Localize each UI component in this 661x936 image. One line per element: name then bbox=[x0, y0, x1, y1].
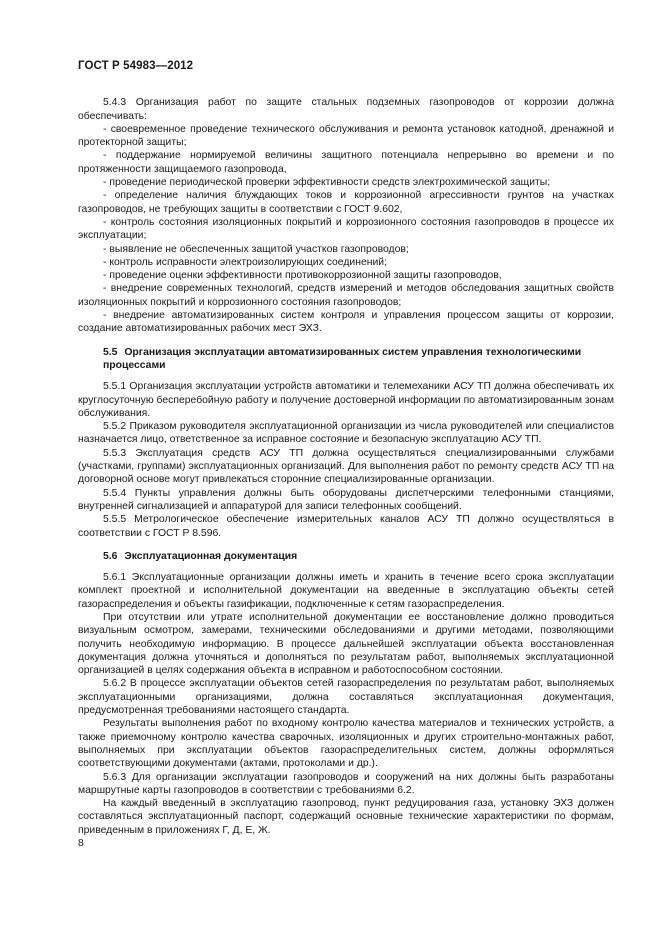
list-item: - контроль исправности электроизолирующих соединений; bbox=[103, 256, 387, 268]
paragraph: Результаты выполнения работ по входному контролю качества материалов и технических устройств, а также приемочному контролю качества сварочных, изоляционных и других строительно-монтажных работ, выполняемых при эксплуатации объектов газораспределительных систем, должны оформляться соответствующими документами (актами, протоколами и др.). bbox=[78, 718, 614, 770]
section-5-5-heading bbox=[103, 346, 614, 373]
section-title: Организация эксплуатации автоматизированных систем управления технологическими процессами bbox=[103, 346, 582, 371]
list-item: - выявление не обеспеченных защитой участков газопроводов; bbox=[103, 243, 409, 255]
section-number: 5.6 bbox=[103, 550, 118, 562]
clause-5-5-3: 5.5.3 Эксплуатация средств АСУ ТП должна осуществляться специализированными службами (участками, группами) эксплуатационных организаций. Для выполнения работ по ремонту средств АСУ ТП на договорной основе могут привлекаться сторонние специализированные организации. bbox=[78, 447, 614, 486]
paragraph: На каждый введенный в эксплуатацию газопровод, пункт редуцирования газа, установку ЭХЗ должен составляться эксплуатационный паспорт, содержащий основные технические характеристики по формам, приведенным в приложениях Г, Д, Е, Ж. bbox=[78, 798, 614, 836]
clause-5-5-4: 5.5.4 Пункты управления должны быть оборудованы диспетчерскими телефонными станциями, внутренней сигнализацией и аппаратурой для записи телефонных сообщений. bbox=[78, 487, 614, 512]
clause-5-4-3-intro: 5.4.3 Организация работ по защите стальных подземных газопроводов от коррозии должна обеспечивать: bbox=[78, 97, 614, 122]
list-item: - определение наличия блуждающих токов и коррозионной агрессивности грунтов на участках газопроводов, не требующих защиты в соответствии с ГОСТ 9.602, bbox=[78, 190, 614, 215]
clause-5-6-2: 5.6.2 В процессе эксплуатации объектов сетей газораспределения по результатам работ, выполняемых эксплуатационными организациями, должна составляться эксплуатационная документация, предусмотренная требованиями настоящего стандарта. bbox=[78, 678, 614, 717]
list-item: - своевременное проведение технического обслуживания и ремонта установок катодной, дренажной и протекторной защиты; bbox=[78, 123, 614, 149]
section-5-6-heading bbox=[103, 550, 614, 563]
clause-5-5-1: 5.5.1 Организация эксплуатации устройств автоматики и телемеханики АСУ ТП должна обеспечивать их круглосуточную бесперебойную работу и получение достоверной информации по автоматизированным зонам обслуживания. bbox=[78, 381, 614, 419]
list-item: - внедрение автоматизированных систем контроля и управления процессом защиты от коррозии, создание автоматизированных рабочих мест ЭХЗ. bbox=[78, 310, 614, 335]
list-item: - внедрение современных технологий, средств измерений и методов обследования защитных свойств изоляционных покрытий и коррозионного состояния газопроводов; bbox=[78, 283, 614, 308]
clause-5-6-3: 5.6.3 Для организации эксплуатации газопроводов и сооружений на них должны быть разработаны маршрутные карты газопроводов в соответствии с требованиями 6.2. bbox=[78, 771, 614, 796]
list-item: - поддержание нормируемой величины защитного потенциала непрерывно во времени и по протяженности защищаемого газопровода, bbox=[78, 150, 614, 175]
section-title: Эксплуатационная документация bbox=[124, 550, 298, 562]
list-item: - контроль состояния изоляционных покрытий и коррозионного состояния газопроводов в процессе их эксплуатации; bbox=[78, 216, 614, 242]
section-number: 5.5 bbox=[103, 346, 118, 358]
clause-5-5-5: 5.5.5 Метрологическое обеспечение измерительных каналов АСУ ТП должно осуществляться в соответствии с ГОСТ Р 8.596. bbox=[78, 514, 614, 539]
document-header: ГОСТ Р 54983—2012 bbox=[78, 60, 194, 72]
clause-5-6-1: 5.6.1 Эксплуатационные организации должны иметь и хранить в течение всего срока эксплуатации комплект проектной и исполнительной документации на введенные в эксплуатацию объекты сетей газораспределения и объекты газификации, подключенные к сетям газораспределения. bbox=[78, 572, 614, 610]
list-item: - проведение периодической проверки эффективности средств электрохимической защиты; bbox=[103, 177, 551, 189]
clause-5-5-2: 5.5.2 Приказом руководителя эксплуатационной организации из числа руководителей или специалистов назначается лицо, ответственное за исправное состояние и безопасную эксплуатацию АСУ ТП. bbox=[78, 421, 614, 446]
page-number: 8 bbox=[78, 838, 84, 849]
document-page bbox=[78, 60, 614, 837]
paragraph: При отсутствии или утрате исполнительной документации ее восстановление должно проводиться визуальным осмотром, замерами, техническими обследованиями и другими методами, позволяющими получить необходимую информацию. В процессе дальнейшей эксплуатации объекта восстановленная документация должна уточняться и дополняться по результатам работ, выполняемых эксплуатационной организацией в целях содержания объекта в исправном и работоспособном состоянии. bbox=[78, 611, 614, 677]
list-item: - проведение оценки эффективности противокоррозионной защиты газопроводов, bbox=[103, 270, 502, 282]
